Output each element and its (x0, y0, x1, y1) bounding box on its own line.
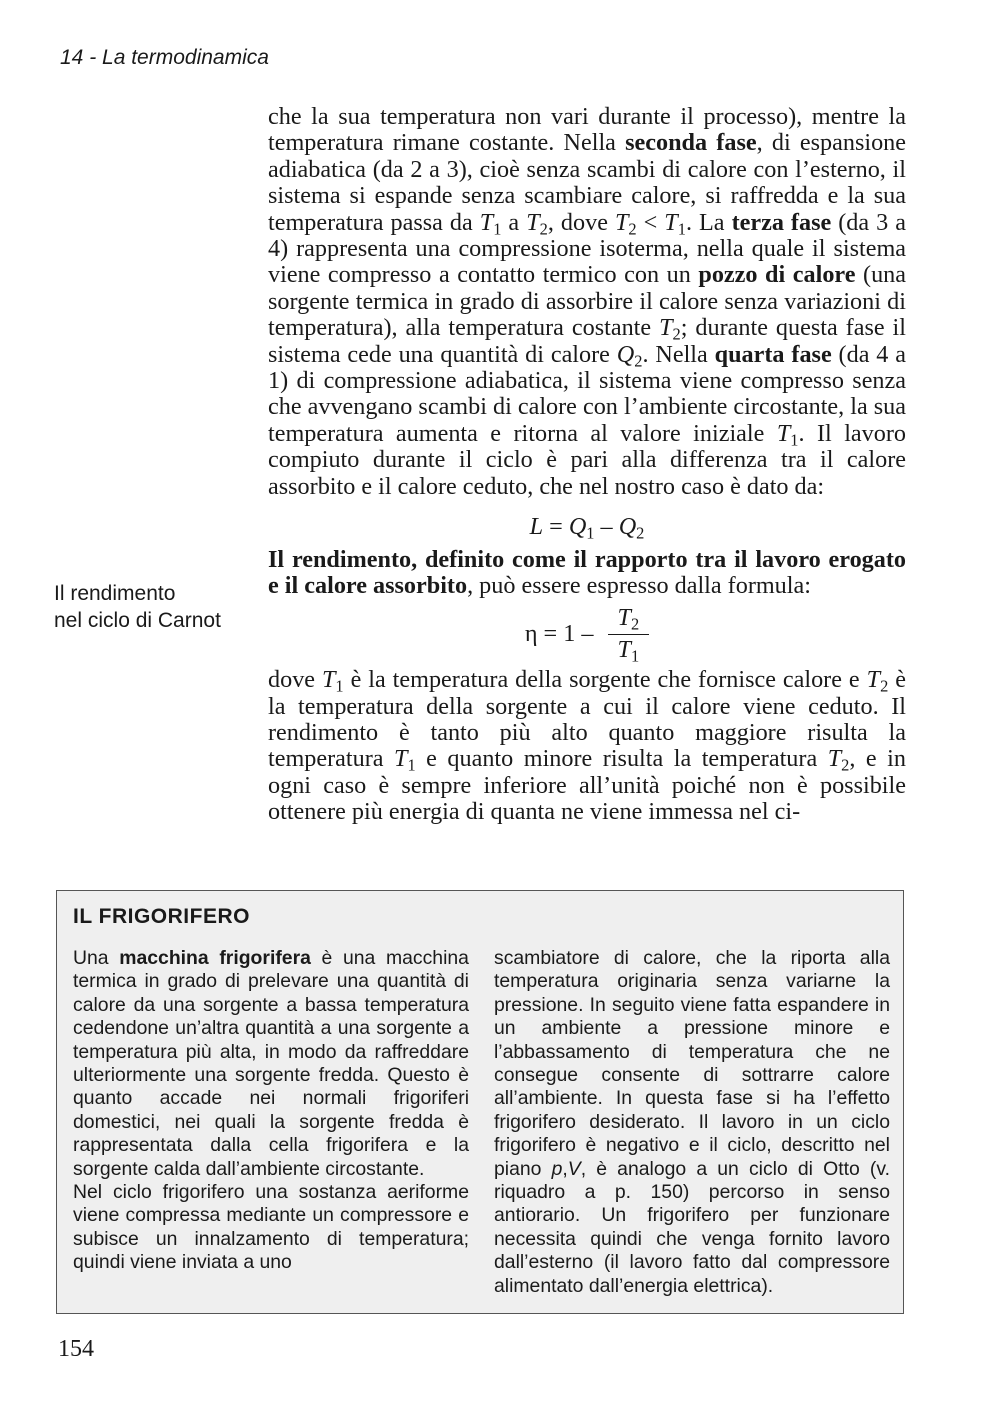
page-number: 154 (58, 1336, 94, 1362)
margin-note-line: Il rendimento (54, 582, 176, 605)
box-title: IL FRIGORIFERO (73, 905, 250, 928)
box-paragraph: scambiatore di calore, che la riporta alla temperatura originaria senza variarne la pressione. In seguito viene fatta espandere in un ambiente a pressione minore e l’abbassamento di temperatura che ne consegue consente di sottrarre calore all’ambiente. In questa fase si ha l’effetto frigorifero desiderato. Il lavoro in un ciclo frigorifero è negativo e il ciclo, descritto nel piano p,V, è analogo a un ciclo di Otto (v. riquadro a p. 150) percorso in senso antiorario. Un frigorifero per funzionare necessita quindi che venga fornito lavoro dall’esterno (il lavoro fatto dal compressore alimentato dall’energia elettrica). (494, 947, 890, 1297)
box-column-left (73, 947, 469, 1275)
term-pozzo-di-calore: pozzo di calore (698, 261, 856, 289)
paragraph-carnot-phases: che la sua temperatura non vari durante il processo), mentre la temperatura rimane costante. Nella seconda fase, di espansione adiabatica (da 2 a 3), cioè senza scambi di calore con l’esterno, il sistema si espande senza scambiare calore, si raffredda e la sua temperatura passa da $T_1$ a $T_2$, dove $T_2 < T_1$. La terza fase (da 3 a 4) rappresenta una compressione isoterma, nella quale il sistema viene compresso a contatto termico con un pozzo di calore (una sorgente termica in grado di assorbire il calore senza variazioni di temperatura), alla temperatura costante $T_2$; durante questa fase il sistema cede una quantità di calore $Q_2$. Nella quarta fase (da 4 a 1) di compressione adiabatica, il sistema viene compresso senza che avvengano scambi di calore con l’ambiente circostante, la sua temperatura aumenta e ritorna al valore iniziale $T_1$. Il lavoro compiuto durante il ciclo è pari alla differenza tra il calore assorbito e il calore ceduto, che nel nostro caso è dato da: (268, 103, 907, 500)
paragraph-efficiency-definition: Il rendimento, definito come il rapporto tra il lavoro erogato e il calore assorbito, può essere espresso dalla formula: (268, 545, 906, 599)
term-macchina-frigorifera: macchina frigorifera (119, 947, 311, 969)
box-column-right (494, 947, 890, 1298)
fraction-denominator: $T_1$ (617, 635, 640, 666)
term-quarta-fase: quarta fase (714, 340, 832, 368)
fraction (608, 604, 650, 666)
main-text (268, 104, 906, 826)
term-terza-fase: terza fase (731, 208, 832, 236)
formula-work: $L = Q_1 - Q_2$ (529, 513, 645, 543)
sidebar-box-frigorifero (56, 890, 904, 1314)
term-seconda-fase: seconda fase (625, 129, 757, 157)
box-paragraph: Nel ciclo frigorifero una sostanza aeriforme viene compressa mediante un compressore e subisce un innalzamento di temperatura; quindi viene inviata a uno (73, 1181, 469, 1274)
formula-efficiency: η = 1 – $\frac{T_2}{T_1}$ (268, 605, 906, 663)
running-header: 14 - La termodinamica (60, 46, 269, 69)
box-paragraph: Una macchina frigorifera è una macchina termica in grado di prelevare una quantità di calore da una sorgente a bassa temperatura cedendone un’altra quantità a una sorgente a temperatura più alta, in modo da raffreddare ulteriormente una sorgente fredda. Questo è quanto accade nei normali frigoriferi domestici, nei quali la sorgente fredda è rappresentata dalla cella frigorifera e la sorgente calda dall’ambiente circostante. (73, 947, 469, 1180)
margin-note (54, 580, 244, 634)
term-rendimento-definition: Il rendimento, definito come il rapporto tra il lavoro erogato e il calore assorbito (268, 545, 906, 599)
margin-note-line: nel ciclo di Carnot (54, 609, 221, 632)
paragraph-efficiency-explanation: dove $T_1$ è la temperatura della sorgente che fornisce calore e $T_2$ è la temperatura della sorgente a cui il calore viene ceduto. Il rendimento è tanto più alto quanto maggiore risulta la temperatura $T_1$ e quanto minore risulta la temperatura $T_2$, e in ogni caso è sempre inferiore all’unità poiché non è possibile ottenere più energia di quanta ne viene immessa nel ci- (268, 666, 906, 826)
fraction-numerator: $T_2$ (608, 605, 650, 634)
